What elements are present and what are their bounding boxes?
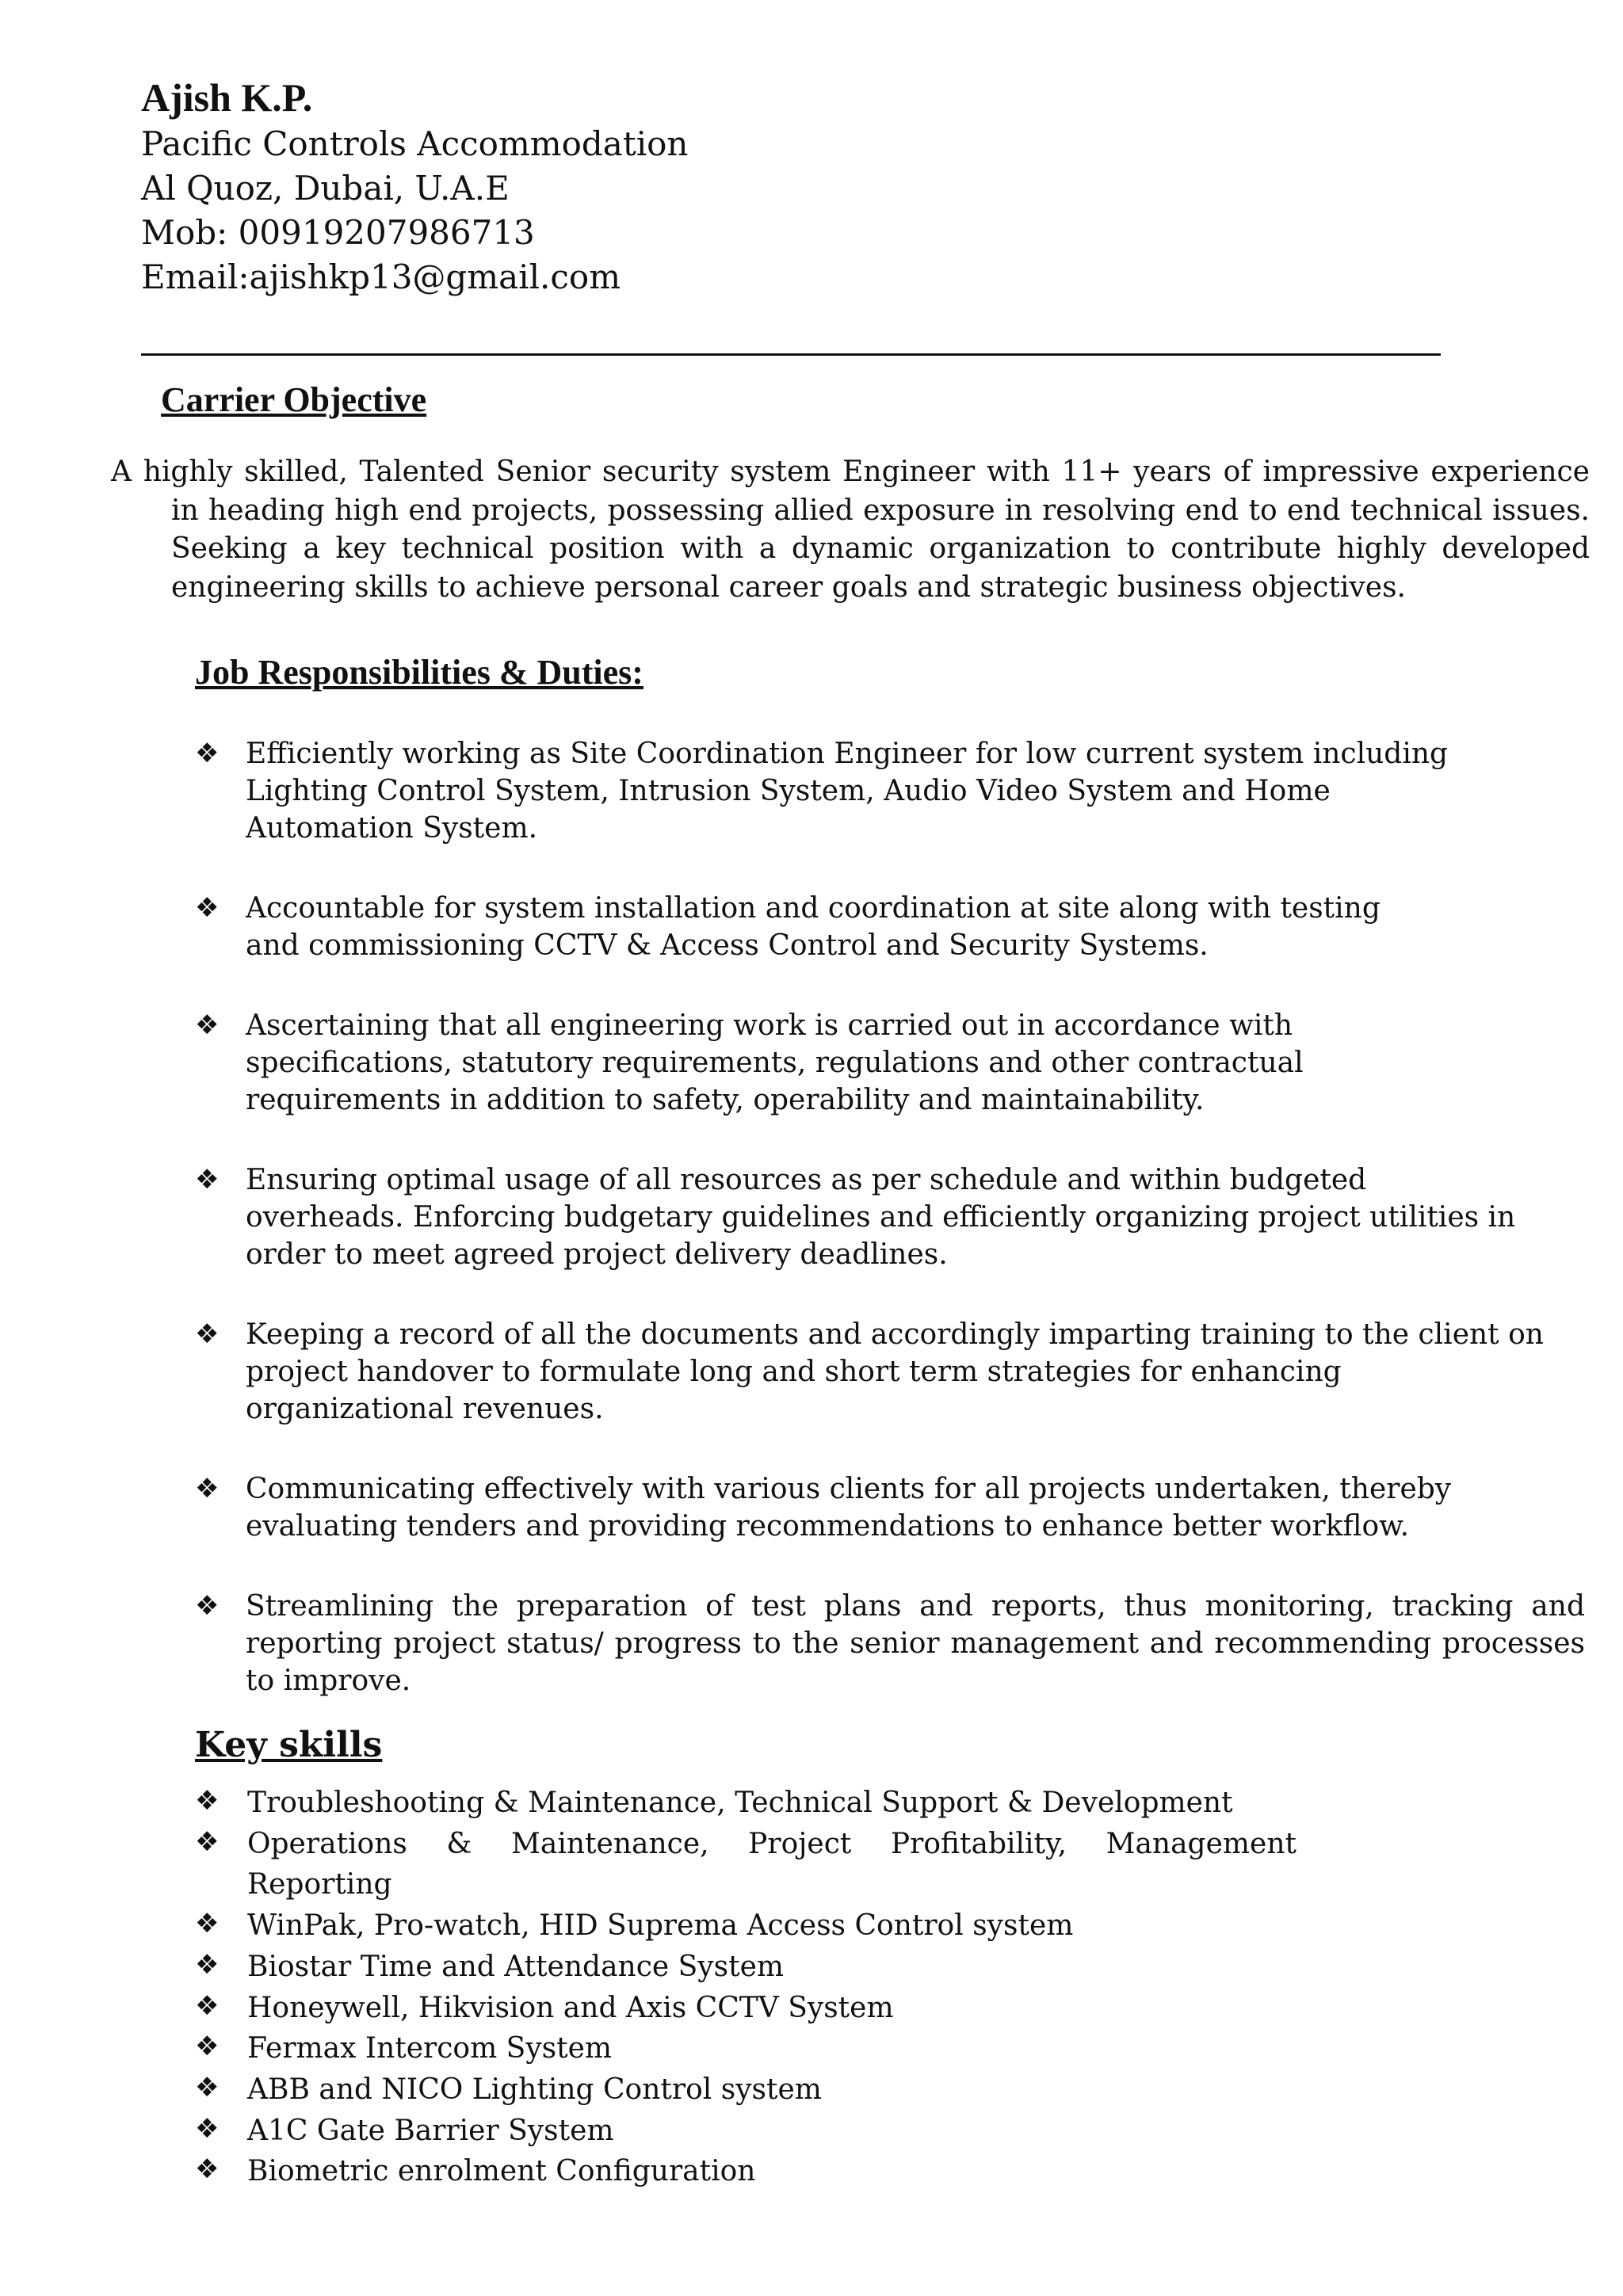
bullet-icon: ❖ [195,2153,220,2186]
bullet-icon: ❖ [195,2112,220,2145]
skill-text: Biometric enrolment Configuration [247,2155,756,2188]
duty-item [195,1588,1585,1699]
header-divider [141,353,1441,356]
duties-list [195,735,1585,1742]
skill-text: WinPak, Pro-watch, HID Suprema Access Control system [247,1909,1074,1943]
bullet-icon: ❖ [195,1164,220,1196]
duty-text: Communicating effectively with various clients for all projects undertaken, thereby evaluating tenders and providing recommendations to enhance better workflow. [246,1473,1452,1543]
contact-header [141,73,688,299]
skill-item [195,2151,1304,2192]
bullet-icon: ❖ [195,1009,220,1041]
objective-heading: Carrier Objective [161,380,427,419]
skill-item [195,1783,1304,1824]
bullet-icon: ❖ [195,738,220,769]
skill-text: ABB and NICO Lighting Control system [247,2073,822,2106]
duty-text: Ascertaining that all engineering work is carried out in accordance with specifications, statutory requirements, regulations and other contractual requirements in addition to safety, operability and maintainability. [246,1009,1304,1116]
duty-text: Streamlining the preparation of test plans and reports, thus monitoring, tracking and reporting project status/ progress to the senior management and recommending processes to improve. [246,1590,1585,1697]
bullet-icon: ❖ [195,1908,220,1940]
duties-heading: Job Responsibilities & Duties: [195,653,643,692]
bullet-icon: ❖ [195,1590,220,1622]
duty-text: Efficiently working as Site Coordination Engineer for low current system including Lighting Control System, Intrusion System, Audio Video System and Home Automation System. [246,738,1449,845]
duty-item [195,1007,1355,1119]
skill-text: Honeywell, Hikvision and Axis CCTV System [247,1991,894,2024]
address-line-2: Al Quoz, Dubai, U.A.E [141,169,510,208]
bullet-icon: ❖ [195,2071,220,2103]
skills-heading: Key skills [195,1725,383,1765]
mobile-number: Mob: 00919207986713 [141,213,535,252]
bullet-icon: ❖ [195,1825,220,1858]
duty-text: Ensuring optimal usage of all resources as per schedule and within budgeted overheads. Enforcing budgetary guidelines and efficiently organizing project utilities in order to meet agreed project delivery deadlines. [246,1164,1516,1271]
skill-item [195,1988,1304,2029]
skill-item [195,1947,1304,1988]
duty-text: Accountable for system installation and coordination at site along with testing and commissioning CCTV & Access Control and Security Systems. [246,892,1381,962]
skill-text: Fermax Intercom System [247,2032,613,2065]
skill-text: Troubleshooting & Maintenance, Technical Support & Development [247,1787,1233,1819]
skills-list [195,1783,1304,2192]
bullet-icon: ❖ [195,1318,220,1350]
bullet-icon: ❖ [195,2031,220,2063]
duty-item [195,1470,1466,1545]
skill-item [195,2111,1304,2152]
bullet-icon: ❖ [195,1785,220,1817]
skill-item [195,2028,1304,2069]
skill-item [195,1824,1296,1905]
duty-item [195,1316,1545,1428]
address-line-1: Pacific Controls Accommodation [141,124,689,163]
skill-item [195,2069,1304,2111]
skill-text: A1C Gate Barrier System [247,2114,614,2147]
duty-item [195,735,1466,847]
bullet-icon: ❖ [195,1473,220,1505]
duty-item [195,890,1434,964]
bullet-icon: ❖ [195,1989,220,2022]
objective-text: A highly skilled, Talented Senior security system Engineer with 11+ years of impressive experience in heading high end projects, possessing allied exposure in resolving end to end technical issues. Seeking a key technical position with a dynamic organization to contribute highly developed engineering skills to achieve personal career goals and strategic business objectives. [111,456,1590,604]
duty-item [195,1161,1522,1273]
bullet-icon: ❖ [195,1948,220,1981]
duty-text: Keeping a record of all the documents and accordingly imparting training to the client on project handover to formulate long and short term strategies for enhancing organizational revenues. [246,1318,1544,1425]
skill-text: Biostar Time and Attendance System [247,1950,785,1983]
candidate-name: Ajish K.P. [141,75,313,120]
skill-item [195,1905,1304,1947]
bullet-icon: ❖ [195,892,220,924]
skill-text: Operations & Maintenance, Project Profitability, Management Reporting [247,1827,1296,1901]
email-address: Email:ajishkp13@gmail.com [141,257,621,296]
